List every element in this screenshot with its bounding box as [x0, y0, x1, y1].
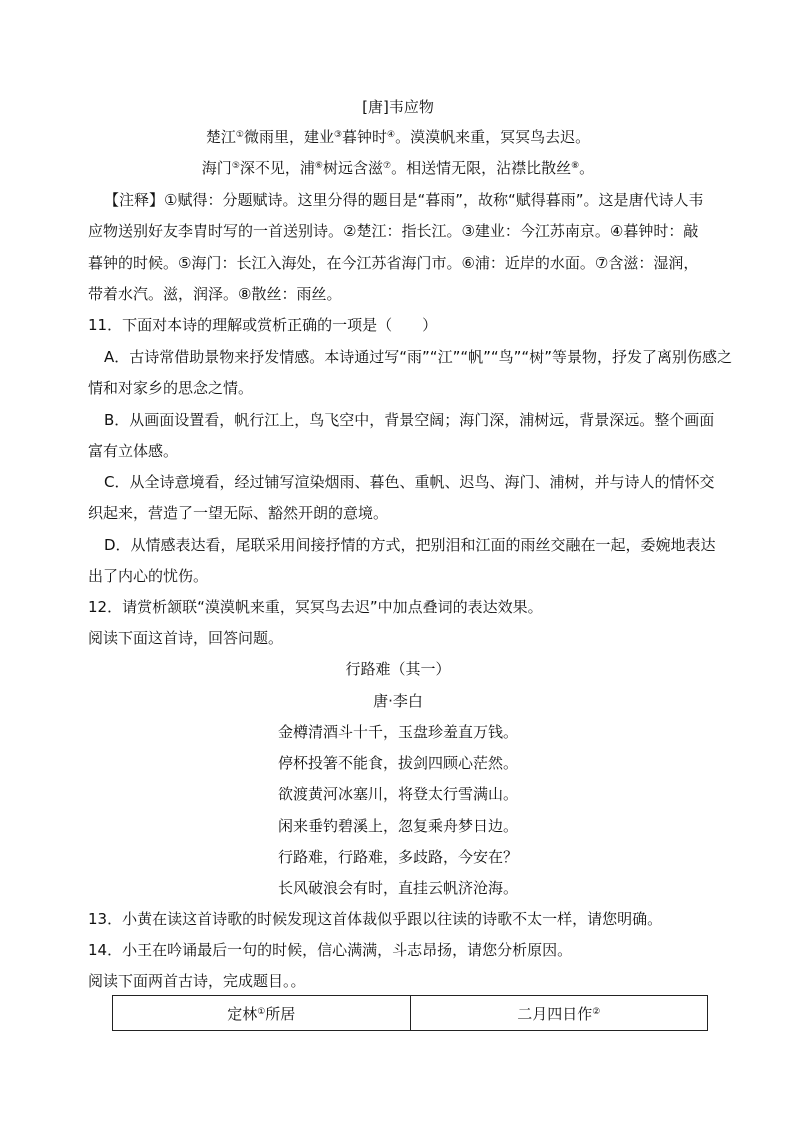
- option-d-cont: 出了内心的忧伤。: [88, 567, 209, 585]
- reading-intro: 阅读下面这首诗，回答问题。: [88, 629, 284, 647]
- option-b: B．从画面设置看，帆行江上，鸟飞空中，背景空阔；海门深，浦树远，背景深远。整个画面: [104, 411, 715, 429]
- table-cell-right: 二月四日作②: [410, 996, 708, 1031]
- question-11-stem: 11．下面对本诗的理解或赏析正确的一项是（ ）: [88, 316, 438, 334]
- option-b-cont: 富有立体感。: [88, 442, 179, 460]
- question-14: 14．小王在吟诵最后一句的时候，信心满满，斗志昂扬，请您分析原因。: [88, 941, 573, 959]
- table-row: [113, 996, 708, 1031]
- poem2-line: 闲来垂钓碧溪上，忽复乘舟梦日边。: [277, 817, 518, 835]
- question-13: 13．小黄在读这首诗歌的时候发现这首体裁似乎跟以往读的诗歌不太一样，请您明确。: [88, 910, 663, 928]
- notes-line: 【注释】①赋得：分题赋诗。这里分得的题目是“暮雨”，故称“赋得暮雨”。这是唐代诗人韦: [104, 191, 704, 209]
- poem2-line: 行路难，行路难，多歧路，今安在？: [277, 848, 518, 866]
- option-a: A．古诗常借助景物来抒发情感。本诗通过写“雨”“江”“帆”“鸟”“树”等景物，抒发了离别伤感之: [104, 348, 732, 366]
- poem2-author: 唐·李白: [373, 692, 423, 710]
- option-a-cont: 情和对家乡的思念之情。: [88, 379, 254, 397]
- poem2-line: 欲渡黄河冰塞川，将登太行雪满山。: [277, 785, 518, 803]
- poem1-author: [唐]韦应物: [362, 98, 434, 116]
- poem1-line-2: 海门⑤深不见，浦⑥树远含滋⑦。相送情无限，沾襟比散丝⑧。: [201, 159, 595, 177]
- option-d: D．从情感表达看，尾联采用间接抒情的方式，把别泪和江面的雨丝交融在一起，委婉地表达: [104, 536, 716, 554]
- poem2-title: 行路难（其一）: [345, 660, 451, 678]
- poem2-line: 金樽清酒斗十千，玉盘珍羞直万钱。: [277, 723, 518, 741]
- option-c-cont: 织起来，营造了一望无际、豁然开朗的意境。: [88, 504, 389, 522]
- question-12: 12．请赏析颔联“漠漠帆来重，冥冥鸟去迟”中加点叠词的表达效果。: [88, 598, 543, 616]
- poem-title-table: [112, 995, 708, 1031]
- poem2-line: 停杯投箸不能食，拔剑四顾心茫然。: [277, 754, 518, 772]
- poem1-line-1: 楚江①微雨里，建业③暮钟时④。漠漠帆来重，冥冥鸟去迟。: [205, 128, 591, 146]
- reading-intro-2: 阅读下面两首古诗，完成题目。。: [88, 972, 306, 990]
- notes-line: 带着水汽。滋，润泽。⑧散丝：雨丝。: [88, 285, 342, 303]
- poem2-line: 长风破浪会有时，直挂云帆济沧海。: [277, 879, 518, 897]
- table-cell-left: 定林①所居: [113, 996, 411, 1031]
- notes-line: 应物送别好友李胄时写的一首送别诗。②楚江：指长江。③建业：今江苏南京。④暮钟时：敲: [88, 222, 699, 240]
- option-c: C．从全诗意境看，经过铺写渲染烟雨、暮色、重帆、迟鸟、海门、浦树，并与诗人的情怀交: [104, 473, 715, 491]
- notes-line: 暮钟的时候。⑤海门：长江入海处，在今江苏省海门市。⑥浦：近岸的水面。⑦含滋：湿润，: [88, 254, 699, 272]
